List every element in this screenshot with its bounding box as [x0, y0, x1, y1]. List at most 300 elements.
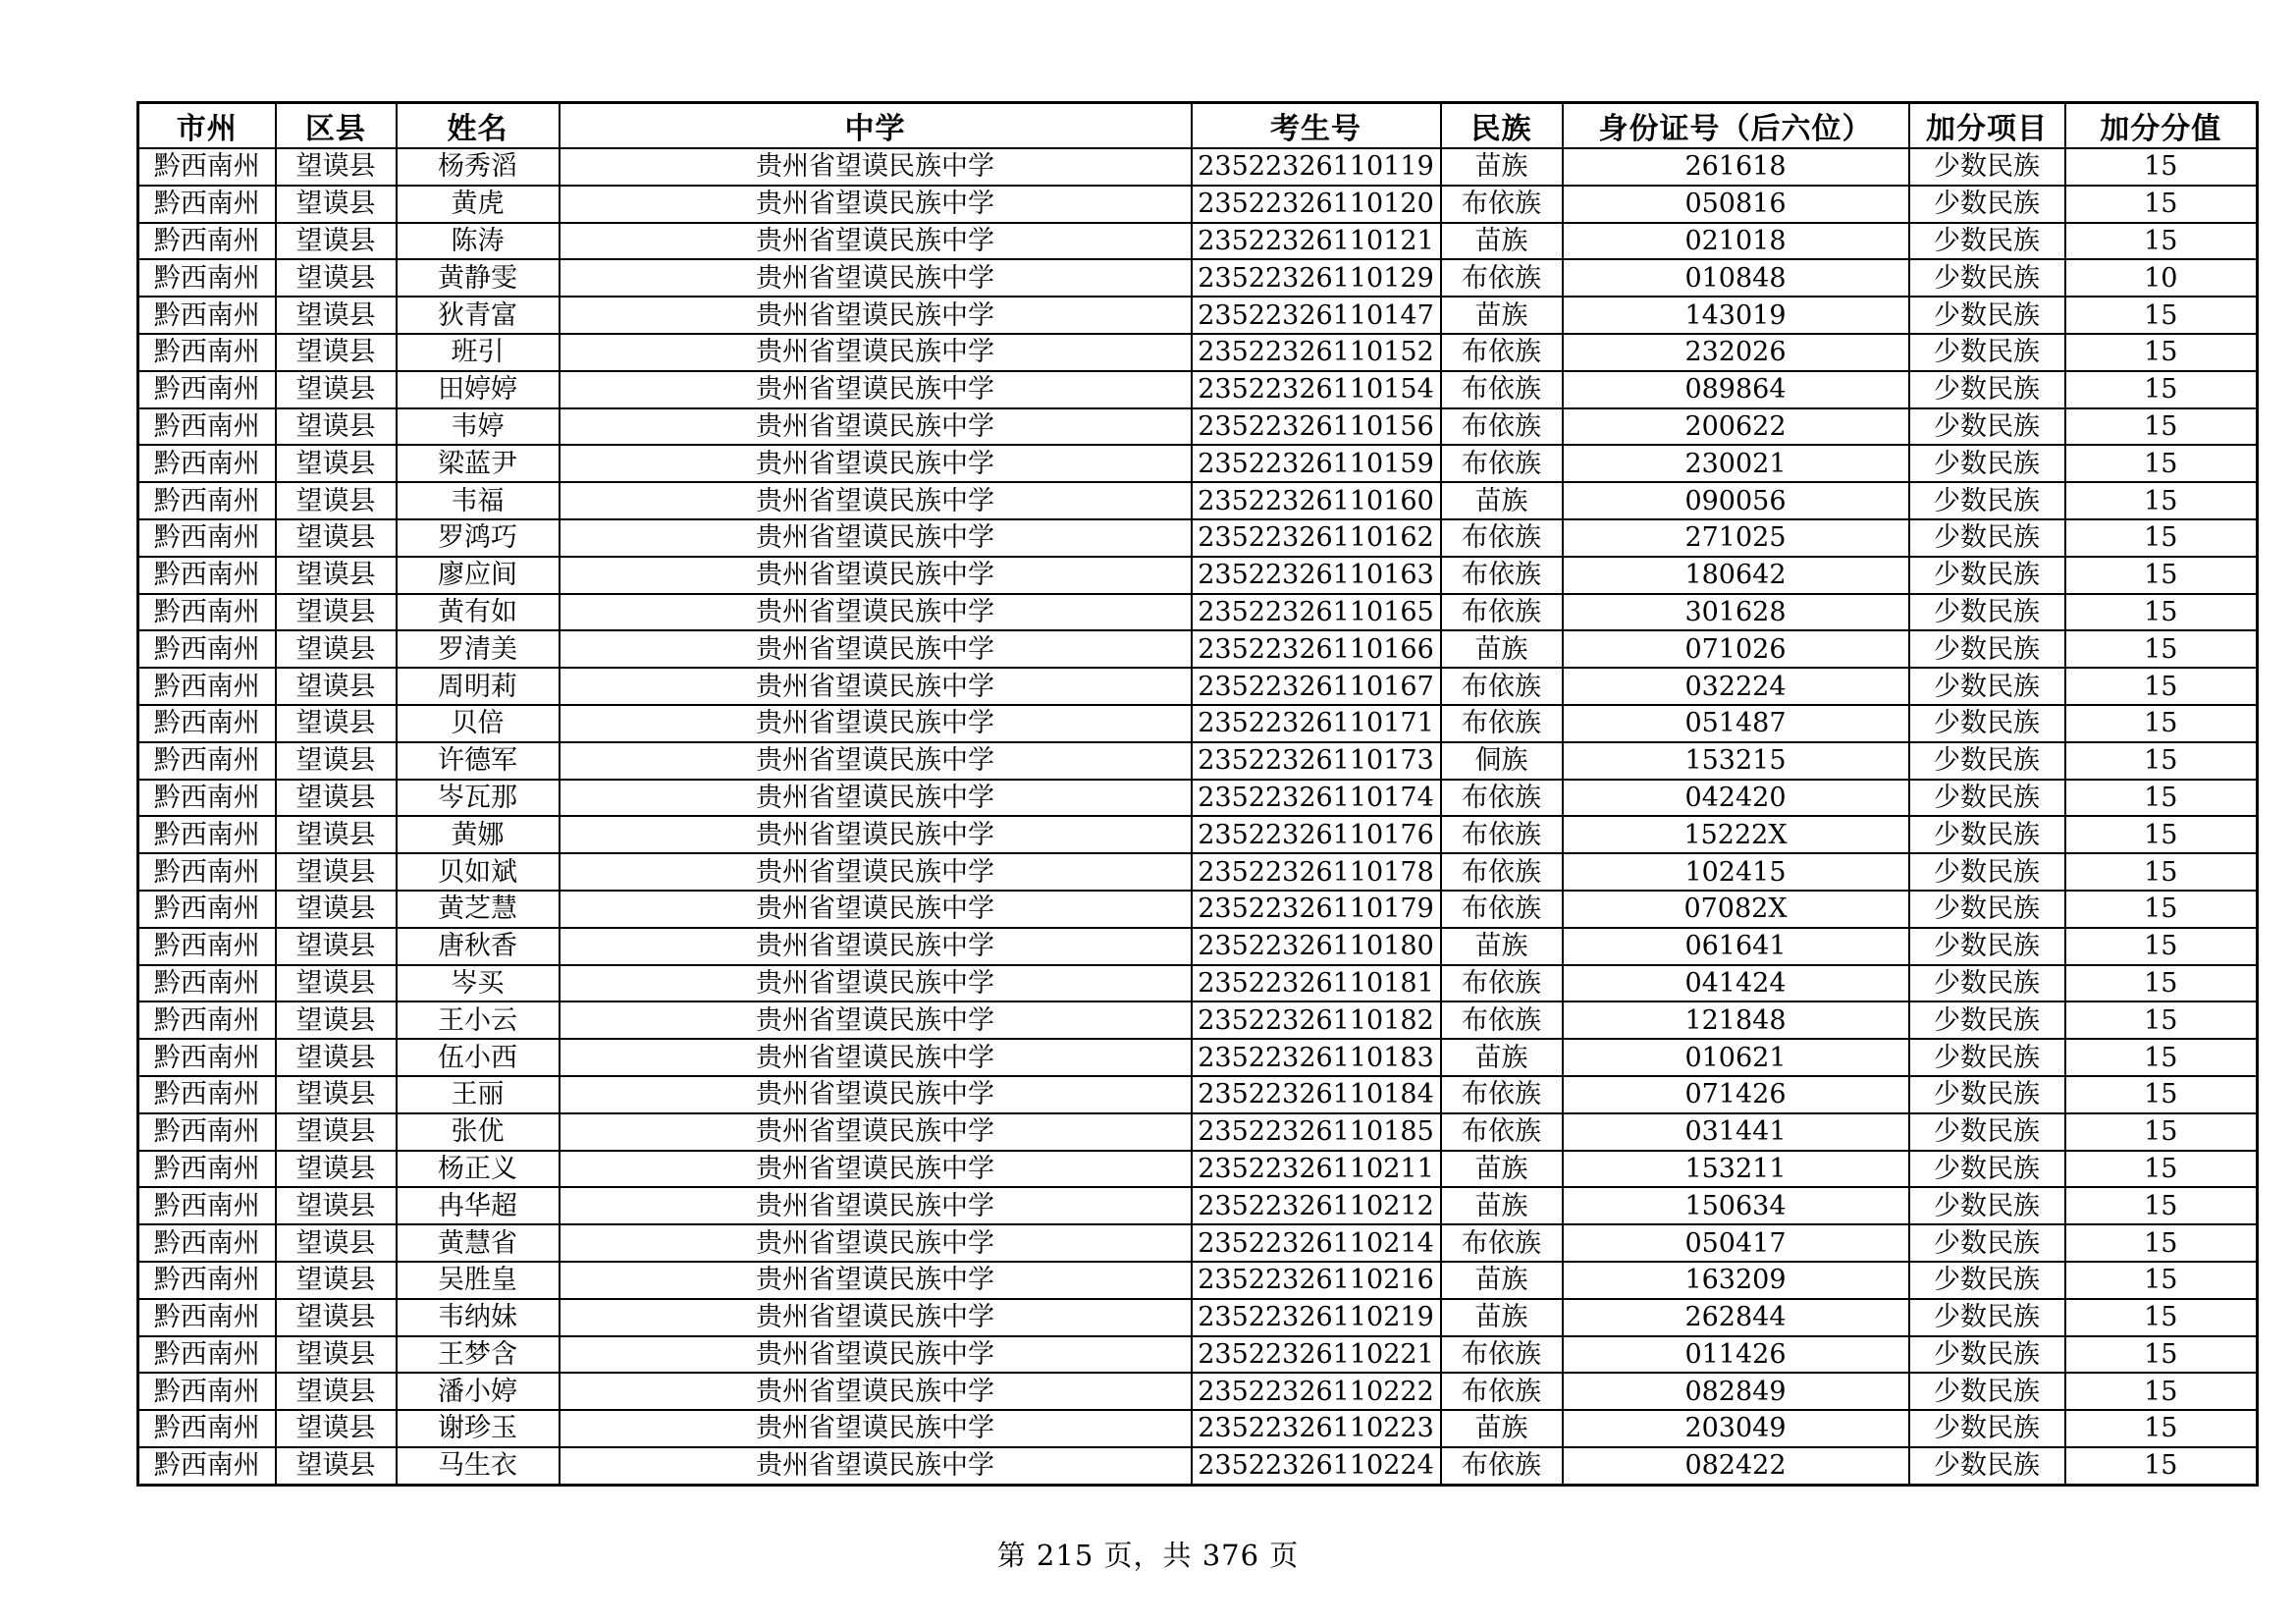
cell-school: 贵州省望谟民族中学 [560, 334, 1192, 371]
cell-ethnicity: 布依族 [1441, 1113, 1563, 1151]
cell-school: 贵州省望谟民族中学 [560, 630, 1192, 668]
cell-name: 韦婷 [397, 408, 560, 446]
cell-id-last-six: 102415 [1563, 853, 1909, 891]
table-row [138, 853, 2258, 891]
cell-county: 望谟县 [276, 1151, 397, 1188]
cell-ethnicity: 布依族 [1441, 891, 1563, 928]
cell-bonus-points: 15 [2065, 965, 2258, 1002]
results-table [136, 101, 2259, 1487]
cell-id-last-six: 150634 [1563, 1187, 1909, 1224]
table-row [138, 891, 2258, 928]
cell-name: 潘小婷 [397, 1373, 560, 1410]
cell-name: 廖应间 [397, 557, 560, 594]
cell-name: 王梦含 [397, 1336, 560, 1374]
cell-id-last-six: 010848 [1563, 259, 1909, 297]
cell-county: 望谟县 [276, 668, 397, 705]
cell-city: 黔西南州 [138, 1187, 276, 1224]
cell-ethnicity: 布依族 [1441, 1076, 1563, 1113]
col-header-school: 中学 [560, 103, 1192, 149]
cell-bonus-points: 15 [2065, 816, 2258, 853]
cell-name: 伍小西 [397, 1039, 560, 1076]
cell-city: 黔西南州 [138, 1224, 276, 1262]
cell-school: 贵州省望谟民族中学 [560, 594, 1192, 631]
cell-bonus-points: 15 [2065, 891, 2258, 928]
cell-exam-number: 23522326110212 [1192, 1187, 1441, 1224]
cell-name: 罗清美 [397, 630, 560, 668]
cell-bonus-item: 少数民族 [1909, 1113, 2065, 1151]
cell-bonus-points: 15 [2065, 1039, 2258, 1076]
table-row [138, 1001, 2258, 1039]
cell-bonus-item: 少数民族 [1909, 408, 2065, 446]
cell-bonus-item: 少数民族 [1909, 371, 2065, 408]
table-row [138, 1187, 2258, 1224]
cell-id-last-six: 010621 [1563, 1039, 1909, 1076]
cell-school: 贵州省望谟民族中学 [560, 482, 1192, 519]
cell-bonus-item: 少数民族 [1909, 928, 2065, 965]
cell-name: 黄静雯 [397, 259, 560, 297]
cell-name: 冉华超 [397, 1187, 560, 1224]
table-row [138, 1299, 2258, 1336]
cell-id-last-six: 031441 [1563, 1113, 1909, 1151]
cell-exam-number: 23522326110174 [1192, 780, 1441, 817]
cell-school: 贵州省望谟民族中学 [560, 297, 1192, 334]
cell-id-last-six: 301628 [1563, 594, 1909, 631]
cell-school: 贵州省望谟民族中学 [560, 1447, 1192, 1485]
cell-ethnicity: 布依族 [1441, 668, 1563, 705]
cell-bonus-points: 15 [2065, 1001, 2258, 1039]
table-row [138, 705, 2258, 742]
cell-name: 狄青富 [397, 297, 560, 334]
cell-exam-number: 23522326110166 [1192, 630, 1441, 668]
cell-school: 贵州省望谟民族中学 [560, 259, 1192, 297]
cell-exam-number: 23522326110184 [1192, 1076, 1441, 1113]
table-row [138, 334, 2258, 371]
cell-name: 谢珍玉 [397, 1410, 560, 1447]
cell-bonus-item: 少数民族 [1909, 1447, 2065, 1485]
cell-bonus-points: 10 [2065, 259, 2258, 297]
cell-exam-number: 23522326110183 [1192, 1039, 1441, 1076]
cell-county: 望谟县 [276, 186, 397, 223]
cell-county: 望谟县 [276, 1224, 397, 1262]
cell-bonus-item: 少数民族 [1909, 1001, 2065, 1039]
cell-city: 黔西南州 [138, 334, 276, 371]
cell-county: 望谟县 [276, 519, 397, 557]
cell-bonus-points: 15 [2065, 780, 2258, 817]
cell-id-last-six: 200622 [1563, 408, 1909, 446]
cell-county: 望谟县 [276, 371, 397, 408]
cell-county: 望谟县 [276, 594, 397, 631]
cell-city: 黔西南州 [138, 1262, 276, 1299]
cell-id-last-six: 041424 [1563, 965, 1909, 1002]
cell-city: 黔西南州 [138, 445, 276, 482]
cell-ethnicity: 苗族 [1441, 1187, 1563, 1224]
cell-exam-number: 23522326110223 [1192, 1410, 1441, 1447]
cell-bonus-item: 少数民族 [1909, 630, 2065, 668]
cell-id-last-six: 232026 [1563, 334, 1909, 371]
cell-id-last-six: 261618 [1563, 148, 1909, 186]
table-row [138, 928, 2258, 965]
cell-exam-number: 23522326110178 [1192, 853, 1441, 891]
cell-city: 黔西南州 [138, 1151, 276, 1188]
cell-county: 望谟县 [276, 780, 397, 817]
cell-bonus-item: 少数民族 [1909, 668, 2065, 705]
cell-school: 贵州省望谟民族中学 [560, 148, 1192, 186]
cell-bonus-item: 少数民族 [1909, 186, 2065, 223]
table-row [138, 780, 2258, 817]
cell-school: 贵州省望谟民族中学 [560, 668, 1192, 705]
cell-bonus-item: 少数民族 [1909, 594, 2065, 631]
cell-county: 望谟县 [276, 1187, 397, 1224]
cell-ethnicity: 布依族 [1441, 1224, 1563, 1262]
cell-county: 望谟县 [276, 1262, 397, 1299]
cell-bonus-item: 少数民族 [1909, 259, 2065, 297]
cell-id-last-six: 153215 [1563, 742, 1909, 780]
cell-ethnicity: 布依族 [1441, 371, 1563, 408]
cell-id-last-six: 042420 [1563, 780, 1909, 817]
cell-school: 贵州省望谟民族中学 [560, 816, 1192, 853]
table-row [138, 1373, 2258, 1410]
cell-ethnicity: 布依族 [1441, 1336, 1563, 1374]
cell-bonus-points: 15 [2065, 334, 2258, 371]
cell-exam-number: 23522326110176 [1192, 816, 1441, 853]
cell-exam-number: 23522326110120 [1192, 186, 1441, 223]
cell-county: 望谟县 [276, 853, 397, 891]
col-header-name: 姓名 [397, 103, 560, 149]
cell-ethnicity: 布依族 [1441, 705, 1563, 742]
cell-bonus-points: 15 [2065, 1262, 2258, 1299]
cell-exam-number: 23522326110154 [1192, 371, 1441, 408]
cell-school: 贵州省望谟民族中学 [560, 1299, 1192, 1336]
cell-bonus-item: 少数民族 [1909, 445, 2065, 482]
cell-county: 望谟县 [276, 1039, 397, 1076]
cell-id-last-six: 032224 [1563, 668, 1909, 705]
cell-school: 贵州省望谟民族中学 [560, 1001, 1192, 1039]
table-row [138, 259, 2258, 297]
table-row [138, 1262, 2258, 1299]
cell-exam-number: 23522326110180 [1192, 928, 1441, 965]
cell-school: 贵州省望谟民族中学 [560, 223, 1192, 260]
cell-city: 黔西南州 [138, 965, 276, 1002]
cell-city: 黔西南州 [138, 1039, 276, 1076]
cell-city: 黔西南州 [138, 297, 276, 334]
table-row [138, 630, 2258, 668]
cell-ethnicity: 布依族 [1441, 334, 1563, 371]
header-row [138, 103, 2258, 149]
cell-id-last-six: 153211 [1563, 1151, 1909, 1188]
cell-city: 黔西南州 [138, 1336, 276, 1374]
cell-ethnicity: 苗族 [1441, 482, 1563, 519]
cell-school: 贵州省望谟民族中学 [560, 1187, 1192, 1224]
cell-name: 王丽 [397, 1076, 560, 1113]
page-number-footer: 第 215 页，共 376 页 [996, 1539, 1300, 1572]
table-row [138, 297, 2258, 334]
cell-bonus-points: 15 [2065, 705, 2258, 742]
cell-ethnicity: 苗族 [1441, 1151, 1563, 1188]
cell-id-last-six: 180642 [1563, 557, 1909, 594]
cell-city: 黔西南州 [138, 668, 276, 705]
table-row [138, 408, 2258, 446]
cell-exam-number: 23522326110147 [1192, 297, 1441, 334]
cell-school: 贵州省望谟民族中学 [560, 445, 1192, 482]
cell-county: 望谟县 [276, 1336, 397, 1374]
table-row [138, 1336, 2258, 1374]
cell-id-last-six: 15222X [1563, 816, 1909, 853]
cell-name: 陈涛 [397, 223, 560, 260]
cell-id-last-six: 011426 [1563, 1336, 1909, 1374]
cell-name: 岑瓦那 [397, 780, 560, 817]
cell-exam-number: 23522326110179 [1192, 891, 1441, 928]
cell-id-last-six: 021018 [1563, 223, 1909, 260]
cell-ethnicity: 苗族 [1441, 223, 1563, 260]
cell-city: 黔西南州 [138, 1447, 276, 1485]
cell-exam-number: 23522326110152 [1192, 334, 1441, 371]
cell-exam-number: 23522326110119 [1192, 148, 1441, 186]
cell-exam-number: 23522326110165 [1192, 594, 1441, 631]
cell-city: 黔西南州 [138, 853, 276, 891]
cell-exam-number: 23522326110167 [1192, 668, 1441, 705]
cell-bonus-item: 少数民族 [1909, 223, 2065, 260]
cell-city: 黔西南州 [138, 408, 276, 446]
cell-exam-number: 23522326110129 [1192, 259, 1441, 297]
cell-bonus-item: 少数民族 [1909, 1373, 2065, 1410]
table-row [138, 223, 2258, 260]
cell-school: 贵州省望谟民族中学 [560, 186, 1192, 223]
cell-county: 望谟县 [276, 891, 397, 928]
table-row [138, 1447, 2258, 1485]
cell-bonus-points: 15 [2065, 594, 2258, 631]
cell-city: 黔西南州 [138, 186, 276, 223]
cell-ethnicity: 苗族 [1441, 1299, 1563, 1336]
cell-bonus-points: 15 [2065, 1187, 2258, 1224]
cell-name: 马生衣 [397, 1447, 560, 1485]
cell-exam-number: 23522326110182 [1192, 1001, 1441, 1039]
cell-bonus-item: 少数民族 [1909, 557, 2065, 594]
cell-ethnicity: 布依族 [1441, 816, 1563, 853]
cell-bonus-points: 15 [2065, 557, 2258, 594]
cell-bonus-points: 15 [2065, 630, 2258, 668]
cell-county: 望谟县 [276, 928, 397, 965]
cell-name: 黄慧省 [397, 1224, 560, 1262]
cell-county: 望谟县 [276, 1076, 397, 1113]
cell-exam-number: 23522326110181 [1192, 965, 1441, 1002]
table-row [138, 816, 2258, 853]
cell-bonus-item: 少数民族 [1909, 891, 2065, 928]
cell-county: 望谟县 [276, 1113, 397, 1151]
cell-bonus-points: 15 [2065, 371, 2258, 408]
cell-name: 张优 [397, 1113, 560, 1151]
cell-county: 望谟县 [276, 1373, 397, 1410]
cell-city: 黔西南州 [138, 1299, 276, 1336]
cell-school: 贵州省望谟民族中学 [560, 1373, 1192, 1410]
cell-exam-number: 23522326110162 [1192, 519, 1441, 557]
cell-county: 望谟县 [276, 297, 397, 334]
cell-ethnicity: 侗族 [1441, 742, 1563, 780]
cell-county: 望谟县 [276, 445, 397, 482]
cell-school: 贵州省望谟民族中学 [560, 1336, 1192, 1374]
cell-name: 杨正义 [397, 1151, 560, 1188]
cell-bonus-points: 15 [2065, 1447, 2258, 1485]
table-row [138, 742, 2258, 780]
cell-id-last-six: 230021 [1563, 445, 1909, 482]
cell-exam-number: 23522326110121 [1192, 223, 1441, 260]
table-row [138, 1151, 2258, 1188]
cell-name: 王小云 [397, 1001, 560, 1039]
table-row [138, 668, 2258, 705]
cell-bonus-points: 15 [2065, 297, 2258, 334]
cell-school: 贵州省望谟民族中学 [560, 742, 1192, 780]
cell-id-last-six: 050417 [1563, 1224, 1909, 1262]
cell-exam-number: 23522326110219 [1192, 1299, 1441, 1336]
cell-ethnicity: 苗族 [1441, 1410, 1563, 1447]
cell-city: 黔西南州 [138, 594, 276, 631]
cell-bonus-points: 15 [2065, 223, 2258, 260]
cell-city: 黔西南州 [138, 371, 276, 408]
cell-city: 黔西南州 [138, 891, 276, 928]
cell-city: 黔西南州 [138, 928, 276, 965]
cell-ethnicity: 布依族 [1441, 1447, 1563, 1485]
cell-id-last-six: 090056 [1563, 482, 1909, 519]
cell-city: 黔西南州 [138, 1410, 276, 1447]
cell-city: 黔西南州 [138, 1373, 276, 1410]
table-header [138, 103, 2258, 149]
table-row [138, 1224, 2258, 1262]
cell-bonus-points: 15 [2065, 1336, 2258, 1374]
cell-school: 贵州省望谟民族中学 [560, 1410, 1192, 1447]
cell-county: 望谟县 [276, 630, 397, 668]
table-row [138, 594, 2258, 631]
cell-name: 黄娜 [397, 816, 560, 853]
cell-ethnicity: 布依族 [1441, 594, 1563, 631]
cell-name: 吴胜皇 [397, 1262, 560, 1299]
cell-exam-number: 23522326110214 [1192, 1224, 1441, 1262]
cell-ethnicity: 苗族 [1441, 148, 1563, 186]
cell-county: 望谟县 [276, 1447, 397, 1485]
cell-exam-number: 23522326110211 [1192, 1151, 1441, 1188]
cell-ethnicity: 布依族 [1441, 1001, 1563, 1039]
cell-bonus-item: 少数民族 [1909, 1410, 2065, 1447]
cell-bonus-points: 15 [2065, 853, 2258, 891]
cell-ethnicity: 苗族 [1441, 630, 1563, 668]
cell-school: 贵州省望谟民族中学 [560, 1076, 1192, 1113]
cell-school: 贵州省望谟民族中学 [560, 408, 1192, 446]
col-header-exam-number: 考生号 [1192, 103, 1441, 149]
table-row [138, 1113, 2258, 1151]
cell-bonus-points: 15 [2065, 1373, 2258, 1410]
cell-bonus-points: 15 [2065, 445, 2258, 482]
col-header-bonus-points: 加分分值 [2065, 103, 2258, 149]
cell-ethnicity: 布依族 [1441, 186, 1563, 223]
cell-id-last-six: 163209 [1563, 1262, 1909, 1299]
cell-name: 梁蓝尹 [397, 445, 560, 482]
cell-name: 岑买 [397, 965, 560, 1002]
cell-bonus-points: 15 [2065, 668, 2258, 705]
cell-id-last-six: 262844 [1563, 1299, 1909, 1336]
cell-school: 贵州省望谟民族中学 [560, 891, 1192, 928]
cell-bonus-points: 15 [2065, 408, 2258, 446]
col-header-bonus-item: 加分项目 [1909, 103, 2065, 149]
cell-id-last-six: 082422 [1563, 1447, 1909, 1485]
cell-bonus-points: 15 [2065, 928, 2258, 965]
cell-county: 望谟县 [276, 148, 397, 186]
cell-county: 望谟县 [276, 408, 397, 446]
table-row [138, 186, 2258, 223]
cell-county: 望谟县 [276, 705, 397, 742]
cell-school: 贵州省望谟民族中学 [560, 853, 1192, 891]
cell-bonus-item: 少数民族 [1909, 1187, 2065, 1224]
cell-name: 周明莉 [397, 668, 560, 705]
cell-city: 黔西南州 [138, 482, 276, 519]
cell-school: 贵州省望谟民族中学 [560, 705, 1192, 742]
cell-city: 黔西南州 [138, 780, 276, 817]
cell-bonus-points: 15 [2065, 1299, 2258, 1336]
cell-school: 贵州省望谟民族中学 [560, 1262, 1192, 1299]
cell-bonus-points: 15 [2065, 1224, 2258, 1262]
cell-bonus-points: 15 [2065, 1410, 2258, 1447]
cell-bonus-points: 15 [2065, 1113, 2258, 1151]
cell-name: 韦纳妹 [397, 1299, 560, 1336]
cell-school: 贵州省望谟民族中学 [560, 965, 1192, 1002]
cell-name: 许德军 [397, 742, 560, 780]
cell-name: 田婷婷 [397, 371, 560, 408]
table-row [138, 557, 2258, 594]
cell-city: 黔西南州 [138, 630, 276, 668]
cell-id-last-six: 143019 [1563, 297, 1909, 334]
cell-id-last-six: 082849 [1563, 1373, 1909, 1410]
table-body [138, 148, 2258, 1485]
cell-id-last-six: 050816 [1563, 186, 1909, 223]
cell-bonus-item: 少数民族 [1909, 1151, 2065, 1188]
cell-county: 望谟县 [276, 557, 397, 594]
cell-id-last-six: 051487 [1563, 705, 1909, 742]
table-row [138, 965, 2258, 1002]
table-row [138, 1039, 2258, 1076]
cell-name: 班引 [397, 334, 560, 371]
cell-id-last-six: 071426 [1563, 1076, 1909, 1113]
cell-ethnicity: 布依族 [1441, 519, 1563, 557]
cell-bonus-item: 少数民族 [1909, 1224, 2065, 1262]
cell-county: 望谟县 [276, 742, 397, 780]
cell-bonus-item: 少数民族 [1909, 297, 2065, 334]
cell-school: 贵州省望谟民族中学 [560, 371, 1192, 408]
cell-city: 黔西南州 [138, 259, 276, 297]
cell-city: 黔西南州 [138, 223, 276, 260]
cell-name: 黄有如 [397, 594, 560, 631]
cell-school: 贵州省望谟民族中学 [560, 780, 1192, 817]
cell-exam-number: 23522326110171 [1192, 705, 1441, 742]
cell-bonus-points: 15 [2065, 1151, 2258, 1188]
cell-bonus-item: 少数民族 [1909, 482, 2065, 519]
cell-school: 贵州省望谟民族中学 [560, 1224, 1192, 1262]
cell-city: 黔西南州 [138, 557, 276, 594]
cell-exam-number: 23522326110163 [1192, 557, 1441, 594]
cell-bonus-points: 15 [2065, 186, 2258, 223]
cell-school: 贵州省望谟民族中学 [560, 1039, 1192, 1076]
cell-ethnicity: 布依族 [1441, 259, 1563, 297]
cell-bonus-item: 少数民族 [1909, 1299, 2065, 1336]
cell-exam-number: 23522326110160 [1192, 482, 1441, 519]
cell-city: 黔西南州 [138, 742, 276, 780]
cell-name: 杨秀滔 [397, 148, 560, 186]
cell-id-last-six: 121848 [1563, 1001, 1909, 1039]
col-header-ethnicity: 民族 [1441, 103, 1563, 149]
cell-city: 黔西南州 [138, 705, 276, 742]
cell-id-last-six: 089864 [1563, 371, 1909, 408]
cell-exam-number: 23522326110224 [1192, 1447, 1441, 1485]
cell-city: 黔西南州 [138, 519, 276, 557]
table-row [138, 519, 2258, 557]
cell-name: 韦福 [397, 482, 560, 519]
cell-name: 罗鸿巧 [397, 519, 560, 557]
